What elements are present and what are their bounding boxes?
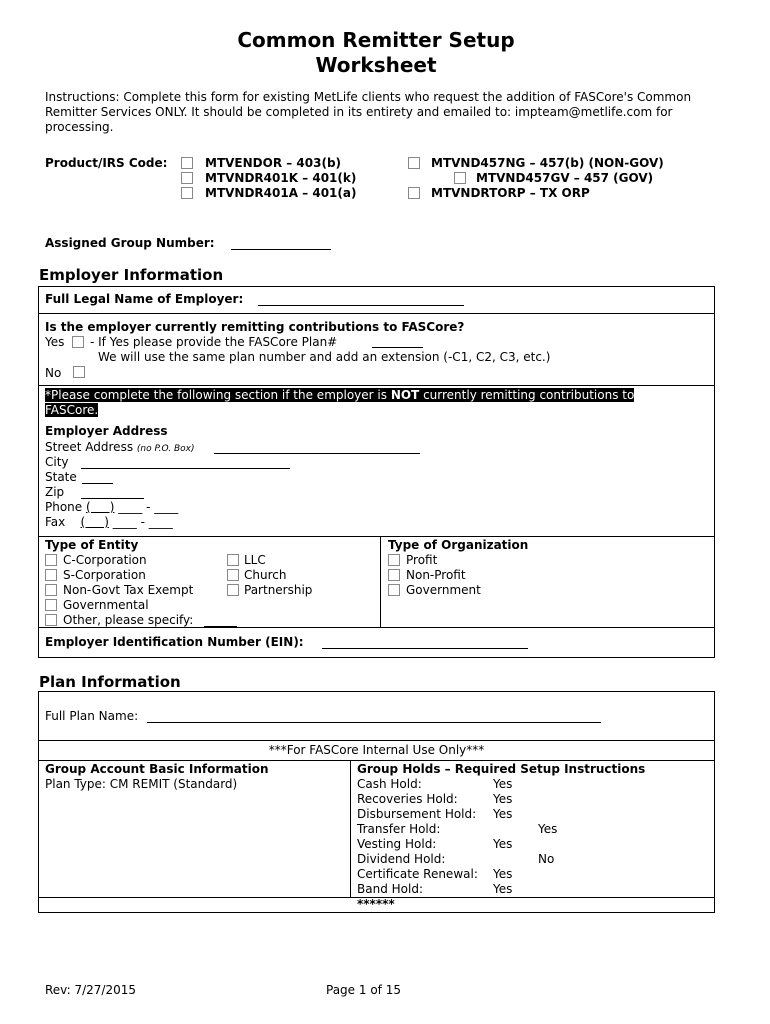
revision-date: Rev: 7/27/2015 [45,983,137,997]
product-checkbox-txorp[interactable] [408,187,420,199]
street-hint: (no P.O. Box) [136,444,195,454]
entity-heading: Type of Entity [45,538,139,552]
product-checkbox-401k[interactable] [181,172,193,184]
holds-heading: Group Holds – Required Setup Instructions [357,762,646,776]
entity-scorp: S-Corporation [63,568,146,582]
product-option-457gv: MTVND457GV – 457 (GOV) [476,171,654,185]
hold-certificate-label: Certificate Renewal: [357,867,478,881]
entity-governmental: Governmental [63,598,149,612]
hold-vesting-label: Vesting Hold: [357,837,437,851]
product-option-457ng: MTVND457NG – 457(b) (NON-GOV) [431,156,664,170]
city-field[interactable] [81,456,290,469]
employer-heading: Employer Information [39,266,224,284]
entity-partnership: Partnership [244,583,313,597]
hold-disbursement-value: Yes [493,807,513,821]
yes-note: We will use the same plan number and add an extension (-C1, C2, C3, etc.) [98,350,551,364]
ein-field[interactable] [322,636,528,649]
hold-cash-value: Yes [493,777,513,791]
hold-disbursement-label: Disbursement Hold: [357,807,477,821]
org-profit: Profit [406,553,438,567]
entity-ccorp: C-Corporation [63,553,147,567]
product-checkbox-403b[interactable] [181,157,193,169]
ein-label: Employer Identification Number (EIN): [45,635,304,649]
entity-checkbox-ccorp[interactable] [45,554,57,566]
street-label: Street Address (no P.O. Box) [45,440,195,454]
fax-label: Fax ( ) ____ - ____ [45,515,173,529]
hold-dividend-label: Dividend Hold: [357,852,446,866]
entity-other-field[interactable] [204,614,237,627]
fascore-plan-field[interactable] [372,335,423,348]
no-checkbox[interactable] [73,366,85,378]
zip-field[interactable] [81,486,144,499]
hold-vesting-value: Yes [493,837,513,851]
group-number-field[interactable] [231,237,331,250]
hold-cash-label: Cash Hold: [357,777,422,791]
page-title: Common Remitter Setup [237,28,515,52]
end-marker: ****** [357,897,395,911]
hold-band-label: Band Hold: [357,882,423,896]
basic-heading: Group Account Basic Information [45,762,269,776]
hold-recoveries-value: Yes [493,792,513,806]
page-number: Page 1 of 15 [326,983,401,997]
legal-name-field[interactable] [258,293,464,306]
address-heading: Employer Address [45,424,168,438]
entity-checkbox-partnership[interactable] [227,584,239,596]
legal-name-label: Full Legal Name of Employer: [45,292,244,306]
org-heading: Type of Organization [388,538,529,552]
entity-church: Church [244,568,287,582]
entity-checkbox-other[interactable] [45,614,57,626]
entity-nongovt: Non-Govt Tax Exempt [63,583,194,597]
entity-other: Other, please specify: [63,613,194,627]
state-field[interactable] [82,471,113,484]
internal-note: ***For FASCore Internal Use Only*** [268,743,485,757]
hold-dividend-value: No [538,852,555,866]
notice-line2: FASCore. [45,403,99,417]
page-subtitle: Worksheet [315,53,437,77]
zip-label: Zip [45,485,65,499]
product-option-401k: MTVNDR401K – 401(k) [205,171,357,185]
street-field[interactable] [214,441,420,454]
hold-certificate-value: Yes [493,867,513,881]
plan-name-label: Full Plan Name: [45,709,139,723]
plan-name-field[interactable] [147,710,601,723]
org-nonprofit: Non-Profit [406,568,466,582]
entity-checkbox-nongovt[interactable] [45,584,57,596]
yes-text: - If Yes please provide the FASCore Plan# [90,335,338,349]
phone-label: Phone ( ) ____ - ____ [45,500,179,514]
plan-type: Plan Type: CM REMIT (Standard) [45,777,238,791]
org-checkbox-nonprofit[interactable] [388,569,400,581]
hold-transfer-value: Yes [538,822,558,836]
notice-bold: NOT [390,388,420,402]
hold-band-value: Yes [493,882,513,896]
plan-heading: Plan Information [39,673,181,691]
remitting-question: Is the employer currently remitting contributions to FASCore? [45,320,465,334]
entity-checkbox-governmental[interactable] [45,599,57,611]
product-option-401a: MTVNDR401A – 401(a) [205,186,357,200]
notice [45,388,634,418]
entity-checkbox-llc[interactable] [227,554,239,566]
product-checkbox-457ng[interactable] [408,157,420,169]
product-checkbox-457gv[interactable] [454,172,466,184]
org-checkbox-profit[interactable] [388,554,400,566]
no-label: No [45,366,62,380]
instructions: Instructions: Complete this form for existing MetLife clients who request the addition of FASCore's Common Remitter Services ONLY. It should be completed in its entirety and emailed to: impteam@metlife.com for processing. [45,90,692,134]
hold-recoveries-label: Recoveries Hold: [357,792,458,806]
product-label: Product/IRS Code: [45,156,168,170]
product-option-403b: MTVENDOR – 403(b) [205,156,342,170]
hold-transfer-label: Transfer Hold: [357,822,441,836]
state-label: State [45,470,77,484]
entity-checkbox-scorp[interactable] [45,569,57,581]
city-label: City [45,455,69,469]
yes-checkbox[interactable] [72,336,84,348]
product-option-txorp: MTVNDRTORP – TX ORP [431,186,590,200]
entity-checkbox-church[interactable] [227,569,239,581]
product-checkbox-401a[interactable] [181,187,193,199]
notice-pre: *Please complete the following section if the employer is [45,388,391,402]
entity-llc: LLC [244,553,266,567]
yes-label: Yes [45,335,65,349]
org-checkbox-government[interactable] [388,584,400,596]
notice-post: currently remitting contributions to [419,388,635,402]
group-number-label: Assigned Group Number: [45,236,215,250]
org-government: Government [406,583,481,597]
